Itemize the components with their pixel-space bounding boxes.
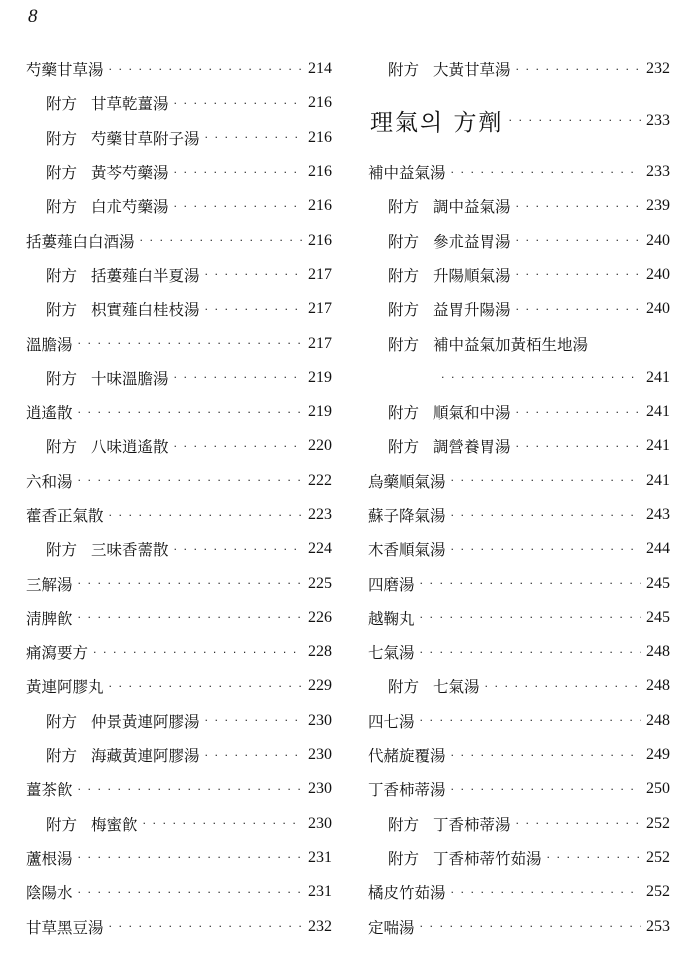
toc-entry <box>368 532 670 566</box>
entry-title: 順氣和中湯 <box>433 404 511 423</box>
dot-leader <box>516 303 641 316</box>
toc-entry <box>368 875 670 909</box>
entry-title: 薑茶飮 <box>26 781 73 800</box>
dot-leader <box>420 611 641 624</box>
page-ref: 241 <box>646 368 670 386</box>
toc-entry <box>368 772 670 806</box>
dot-leader <box>516 268 641 281</box>
page-ref: 232 <box>308 917 332 935</box>
entry-prefix: 附方 <box>388 61 420 80</box>
entry-prefix: 附方 <box>388 815 420 834</box>
dot-leader <box>420 646 641 659</box>
dot-leader <box>205 303 303 316</box>
entry-title: 三味香薷散 <box>91 541 169 560</box>
toc-entry <box>26 532 332 566</box>
page-ref: 240 <box>646 231 670 249</box>
toc-entry <box>368 361 670 395</box>
page-ref: 223 <box>308 506 332 523</box>
entry-title: 溫膽湯 <box>26 335 73 354</box>
page-ref: 253 <box>646 917 670 935</box>
toc-entry <box>26 704 332 738</box>
page-ref: 248 <box>646 711 670 729</box>
toc-entry <box>26 601 332 635</box>
dot-leader <box>78 406 303 419</box>
entry-title: 丁香柿蒂竹茹湯 <box>433 849 542 868</box>
entry-title: 括蔞薤白白酒湯 <box>26 232 135 251</box>
dot-leader <box>140 234 303 247</box>
entry-title: 六和湯 <box>26 472 73 491</box>
page-ref: 216 <box>308 231 332 249</box>
entry-title: 補中益氣湯 <box>368 164 446 183</box>
page-ref: 217 <box>308 265 332 283</box>
toc-entry <box>26 121 332 155</box>
entry-title: 三解湯 <box>26 575 73 594</box>
dot-leader <box>516 406 641 419</box>
page-ref: 228 <box>308 643 332 661</box>
dot-leader <box>205 131 303 144</box>
dot-leader <box>451 749 641 762</box>
page-ref: 216 <box>308 197 332 215</box>
page-ref: 233 <box>646 163 670 181</box>
entry-prefix: 附方 <box>46 301 78 320</box>
entry-title: 橘皮竹茹湯 <box>368 884 446 903</box>
page-ref: 245 <box>646 574 670 592</box>
toc-entry <box>26 772 332 806</box>
dot-leader <box>516 63 641 76</box>
entry-title: 七氣湯 <box>433 678 480 697</box>
dot-leader <box>78 886 303 899</box>
entry-title: 十味溫膽湯 <box>91 369 169 388</box>
toc-entry <box>26 566 332 600</box>
toc-entry <box>26 155 332 189</box>
page-ref: 230 <box>308 746 332 764</box>
entry-title: 逍遙散 <box>26 404 73 423</box>
page-ref: 216 <box>308 128 332 146</box>
entry-prefix: 附方 <box>388 301 420 320</box>
dot-leader <box>451 474 641 487</box>
dot-leader <box>109 509 303 522</box>
page-ref: 245 <box>646 608 670 626</box>
entry-title: 四磨湯 <box>368 575 415 594</box>
entry-title: 藿香正氣散 <box>26 507 104 525</box>
dot-leader <box>547 851 641 864</box>
entry-title: 黃連阿膠丸 <box>26 678 104 697</box>
dot-leader <box>451 543 641 556</box>
dot-leader <box>78 783 303 796</box>
page-ref: 224 <box>308 540 332 558</box>
dot-leader <box>516 817 641 830</box>
entry-title: 甘草黑豆湯 <box>26 918 104 937</box>
entry-title: 四七湯 <box>368 712 415 731</box>
entry-title: 芍藥甘草湯 <box>26 61 104 80</box>
dot-leader <box>143 817 303 830</box>
entry-title: 調中益氣湯 <box>433 198 511 217</box>
toc-entry <box>368 292 670 326</box>
toc-entry <box>368 738 670 772</box>
toc-entry <box>26 258 332 292</box>
entry-title: 枳實薤白桂枝湯 <box>91 301 200 320</box>
page-ref: 241 <box>646 471 670 489</box>
entry-title: 代赭旋覆湯 <box>368 747 446 766</box>
page-ref: 231 <box>308 883 332 901</box>
page-ref: 220 <box>308 437 332 455</box>
toc-entry <box>26 875 332 909</box>
toc-entry <box>368 807 670 841</box>
page-ref: 216 <box>308 94 332 112</box>
entry-prefix: 附方 <box>388 198 420 217</box>
dot-leader <box>516 200 641 213</box>
toc-entry <box>26 669 332 703</box>
entry-title: 定喘湯 <box>368 918 415 937</box>
page-ref: 249 <box>646 746 670 764</box>
dot-leader <box>174 543 303 556</box>
toc-entry <box>26 223 332 257</box>
dot-leader <box>78 851 303 864</box>
toc-entry <box>26 464 332 498</box>
page-ref: 248 <box>646 643 670 661</box>
toc-entry <box>368 704 670 738</box>
toc-entry <box>26 52 332 86</box>
dot-leader <box>78 611 303 624</box>
dot-leader <box>516 234 641 247</box>
dot-leader <box>420 920 641 933</box>
page-ref: 232 <box>646 60 670 78</box>
toc-entry <box>26 189 332 223</box>
entry-title: 丁香柿蒂湯 <box>368 781 446 800</box>
page-ref: 252 <box>646 848 670 866</box>
toc-entry <box>26 841 332 875</box>
dot-leader <box>509 114 641 127</box>
page-ref: 252 <box>646 814 670 832</box>
toc-entry <box>26 395 332 429</box>
dot-leader <box>451 509 641 522</box>
entry-prefix: 附方 <box>388 438 420 457</box>
toc-entry <box>368 498 670 532</box>
page-ref: 241 <box>646 437 670 455</box>
dot-leader <box>451 886 641 899</box>
page-ref: 230 <box>308 780 332 798</box>
entry-prefix: 附方 <box>46 815 78 834</box>
dot-leader <box>93 646 303 659</box>
entry-title: 甘草乾薑湯 <box>91 95 169 114</box>
dot-leader <box>174 440 303 453</box>
toc-section-heading <box>368 86 670 155</box>
entry-prefix: 附方 <box>46 164 78 183</box>
toc-entry <box>26 498 332 532</box>
dot-leader <box>205 268 303 281</box>
toc-entry <box>26 635 332 669</box>
entry-title: 大黃甘草湯 <box>433 61 511 80</box>
page-ref: 226 <box>308 608 332 626</box>
page-number: 8 <box>28 6 38 27</box>
entry-title: 痛瀉要方 <box>26 644 89 663</box>
page-ref: 230 <box>308 711 332 729</box>
entry-title: 木香順氣湯 <box>368 541 446 560</box>
entry-prefix: 附方 <box>46 541 78 560</box>
entry-prefix: 附方 <box>46 438 78 457</box>
dot-leader <box>109 920 303 933</box>
entry-title: 丁香柿蒂湯 <box>433 815 511 834</box>
toc-entry <box>368 566 670 600</box>
entry-prefix: 附方 <box>46 129 78 148</box>
toc-entry <box>368 909 670 943</box>
page-ref: 225 <box>308 574 332 592</box>
entry-title: 仲景黃連阿膠湯 <box>91 712 200 731</box>
entry-title: 梅蜜飮 <box>91 815 138 834</box>
toc-column-right <box>368 52 670 944</box>
dot-leader <box>78 337 303 350</box>
dot-leader <box>109 63 303 76</box>
dot-leader <box>174 97 303 110</box>
page-ref: 244 <box>646 540 670 558</box>
page-ref: 219 <box>308 403 332 421</box>
dot-leader <box>451 166 641 179</box>
entry-prefix: 附方 <box>46 712 78 731</box>
entry-title: 括蔞薤白半夏湯 <box>91 266 200 285</box>
entry-title: 補中益氣加黃栢生地湯 <box>433 335 589 354</box>
entry-prefix: 附方 <box>388 232 420 251</box>
page-ref: 250 <box>646 780 670 798</box>
toc-entry <box>368 155 670 189</box>
dot-leader <box>205 749 303 762</box>
entry-title: 參朮益胃湯 <box>433 232 511 251</box>
toc-entry <box>26 292 332 326</box>
entry-prefix: 附方 <box>388 335 420 354</box>
page-ref: 240 <box>646 300 670 318</box>
toc-entry <box>26 909 332 943</box>
toc-entry <box>26 738 332 772</box>
entry-title: 陰陽水 <box>26 884 73 903</box>
dot-leader <box>78 577 303 590</box>
entry-prefix: 附方 <box>46 369 78 388</box>
entry-title: 海藏黃連阿膠湯 <box>91 747 200 766</box>
dot-leader <box>174 200 303 213</box>
entry-title: 蘆根湯 <box>26 849 73 868</box>
dot-leader <box>441 371 641 384</box>
dot-leader <box>451 783 641 796</box>
toc-entry <box>368 635 670 669</box>
page-ref: 248 <box>646 677 670 695</box>
entry-prefix: 附方 <box>388 266 420 285</box>
entry-prefix: 附方 <box>46 266 78 285</box>
entry-title: 烏藥順氣湯 <box>368 472 446 491</box>
toc-entry <box>26 326 332 360</box>
page-ref: 241 <box>646 403 670 421</box>
page-ref: 214 <box>308 60 332 78</box>
entry-title: 升陽順氣湯 <box>433 266 511 285</box>
page-ref: 217 <box>308 300 332 318</box>
entry-prefix: 附方 <box>46 95 78 114</box>
page-ref: 216 <box>308 163 332 181</box>
entry-title: 淸脾飮 <box>26 609 73 628</box>
toc-entry <box>368 223 670 257</box>
dot-leader <box>205 714 303 727</box>
page-ref: 240 <box>646 265 670 283</box>
toc-entry <box>368 258 670 292</box>
entry-title: 調營養胃湯 <box>433 438 511 457</box>
toc-entry <box>26 86 332 120</box>
toc-entry <box>368 429 670 463</box>
page-ref: 230 <box>308 814 332 832</box>
entry-prefix: 附方 <box>388 404 420 423</box>
entry-prefix: 附方 <box>46 747 78 766</box>
entry-title: 八味逍遙散 <box>91 438 169 457</box>
entry-title: 理氣의 方劑 <box>370 110 504 137</box>
page-ref: 243 <box>646 506 670 523</box>
toc-column-left <box>26 52 332 944</box>
entry-title: 越鞠丸 <box>368 609 415 628</box>
toc-entry <box>368 601 670 635</box>
dot-leader <box>109 680 303 693</box>
dot-leader <box>78 474 303 487</box>
toc-entry <box>26 807 332 841</box>
toc-entry <box>26 429 332 463</box>
entry-prefix: 附方 <box>388 849 420 868</box>
dot-leader <box>516 440 641 453</box>
page-ref: 252 <box>646 883 670 901</box>
dot-leader <box>420 577 641 590</box>
dot-leader <box>174 371 303 384</box>
entry-title: 七氣湯 <box>368 644 415 663</box>
toc-entry <box>368 189 670 223</box>
page-ref: 229 <box>308 677 332 695</box>
page-ref: 239 <box>646 197 670 215</box>
entry-title: 白朮芍藥湯 <box>91 198 169 217</box>
dot-leader <box>174 166 303 179</box>
entry-title: 黃芩芍藥湯 <box>91 164 169 183</box>
page-ref: 233 <box>646 111 670 129</box>
toc-entry <box>368 464 670 498</box>
entry-title: 益胃升陽湯 <box>433 301 511 320</box>
entry-title: 芍藥甘草附子湯 <box>91 129 200 148</box>
toc-entry <box>368 669 670 703</box>
page-ref: 217 <box>308 334 332 352</box>
toc-entry <box>26 361 332 395</box>
page-ref: 222 <box>308 471 332 489</box>
toc-entry <box>368 395 670 429</box>
entry-title: 蘇子降氣湯 <box>368 507 446 525</box>
entry-prefix: 附方 <box>46 198 78 217</box>
page-ref: 231 <box>308 848 332 866</box>
toc-entry <box>368 52 670 86</box>
toc-entry <box>368 841 670 875</box>
dot-leader <box>485 680 641 693</box>
dot-leader <box>420 714 641 727</box>
entry-prefix: 附方 <box>388 678 420 697</box>
page-ref: 219 <box>308 368 332 386</box>
toc-entry <box>368 326 670 360</box>
